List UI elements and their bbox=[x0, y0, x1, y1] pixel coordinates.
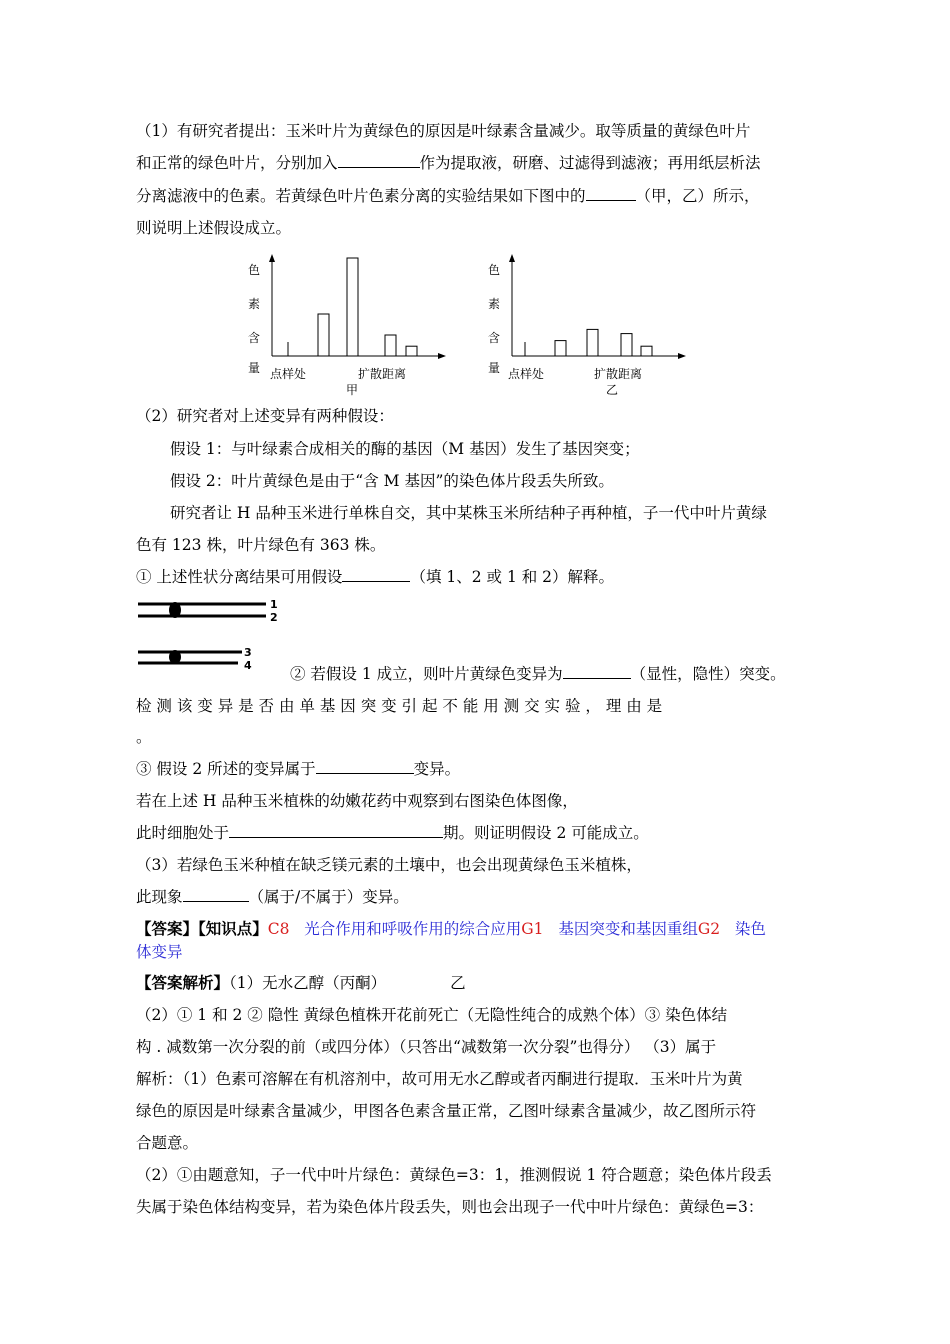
knowledge-point: 光合作用和呼吸作用的综合应用 bbox=[304, 920, 522, 938]
pigment-bar-5 bbox=[406, 346, 417, 356]
q3-line-2 bbox=[136, 886, 409, 908]
chromosome-svg bbox=[138, 592, 288, 676]
chart-caption: 甲 bbox=[346, 383, 359, 397]
q2-sub2-reason: 检 测 该 变 异 是 否 由 单 基 因 突 变 引 起 不 能 用 测 交 实 验 ， 理 由 是 bbox=[136, 697, 663, 715]
knowledge-code: G2 bbox=[697, 920, 721, 938]
chromosome-label: 4 bbox=[244, 659, 252, 672]
answer-analysis-line bbox=[136, 972, 466, 994]
y-label-char: 素 bbox=[488, 297, 501, 311]
hypothesis-1: 假设 1：与叶绿素合成相关的酶的基因（M 基因）发生了基因突变； bbox=[170, 440, 640, 458]
knowledge-point: 基因突变和基因重组 bbox=[558, 920, 698, 938]
q2-text: ③ 假设 2 所述的变异属于 bbox=[136, 760, 316, 778]
knowledge-point: 染色 bbox=[734, 920, 766, 938]
x-left-label: 点样处 bbox=[270, 367, 307, 381]
q2-sub2 bbox=[290, 663, 786, 685]
q3-line-1: （3）若绿色玉米种植在缺乏镁元素的土壤中，也会出现黄绿色玉米植株， bbox=[136, 856, 642, 874]
chromosome-figure bbox=[138, 592, 288, 680]
y-label-char: 量 bbox=[488, 361, 501, 375]
answer-blank-cell-period[interactable] bbox=[229, 822, 443, 838]
q3-text: 此现象 bbox=[136, 888, 183, 906]
experiment-line-1: 研究者让 H 品种玉米进行单株自交，其中某株玉米所结种子再种植，子一代中叶片黄绿 bbox=[170, 504, 767, 522]
q2-text: 此时细胞处于 bbox=[136, 824, 230, 842]
y-label-char: 色 bbox=[488, 263, 501, 277]
chart-jia-svg bbox=[240, 250, 460, 400]
centromere-2 bbox=[169, 650, 181, 664]
bars-yi bbox=[525, 329, 652, 356]
q3-text: （属于/不属于）变异。 bbox=[248, 888, 409, 906]
q2-text: 变异。 bbox=[413, 760, 461, 778]
q2-sub2-end: 。 bbox=[136, 728, 152, 746]
y-label-char: 含 bbox=[248, 331, 261, 345]
answer-text: 乙 bbox=[450, 974, 466, 992]
q1-text: （甲，乙）所示， bbox=[635, 187, 760, 205]
centromere-1 bbox=[169, 602, 181, 618]
q1-line-1: （1）有研究者提出：玉米叶片为黄绿色的原因是叶绿素含量减少。取等质量的黄绿色叶片 bbox=[136, 122, 751, 140]
hypothesis-2: 假设 2：叶片黄绿色是由于“含 M 基因”的染色体片段丢失所致。 bbox=[170, 472, 614, 490]
answer-knowledge-line bbox=[136, 918, 766, 940]
q1-text: 作为提取液，研磨、过滤得到滤液；再用纸层析法 bbox=[419, 154, 761, 172]
chart-yi bbox=[480, 250, 700, 404]
q2-text: ① 上述性状分离结果可用假设 bbox=[136, 568, 343, 586]
q1-line-3 bbox=[136, 185, 760, 207]
q2-text: （显性，隐性）突变。 bbox=[630, 665, 786, 683]
x-right-label: 扩散距离 bbox=[358, 367, 407, 381]
x-left-label: 点样处 bbox=[508, 367, 545, 381]
x-axis-arrow bbox=[438, 353, 446, 359]
pigment-bar-2 bbox=[318, 314, 329, 356]
answer-blank-belongs[interactable] bbox=[183, 886, 249, 902]
chart-yi-svg bbox=[480, 250, 700, 400]
explain-line-1: 解析：（1）色素可溶解在有机溶剂中，故可用无水乙醇或者丙酮进行提取．玉米叶片为黄 bbox=[136, 1070, 743, 1088]
chart-jia bbox=[240, 250, 460, 404]
q2-sub1 bbox=[136, 566, 614, 588]
q1-text: 分离滤液中的色素。若黄绿色叶片色素分离的实验结果如下图中的 bbox=[136, 187, 586, 205]
y-label-char: 量 bbox=[248, 361, 261, 375]
y-label-char: 素 bbox=[248, 297, 261, 311]
pigment-bar-4 bbox=[621, 334, 632, 356]
x-axis-arrow bbox=[678, 353, 686, 359]
explain-line-5: 失属于染色体结构变异，若为染色体片段丢失，则也会出现子一代中叶片绿色：黄绿色=3： bbox=[136, 1198, 764, 1216]
answer-blank-solvent[interactable] bbox=[338, 152, 420, 168]
knowledge-code: C8 bbox=[267, 920, 290, 938]
pigment-bar-5 bbox=[641, 346, 652, 356]
q2-intro: （2）研究者对上述变异有两种假设： bbox=[136, 407, 394, 425]
q2-text: ② 若假设 1 成立，则叶片黄绿色变异为 bbox=[290, 665, 563, 683]
bars-jia bbox=[288, 258, 417, 356]
y-label-char: 含 bbox=[488, 331, 501, 345]
answer-tag: 【答案解析】 bbox=[136, 973, 230, 992]
chromosome-label: 3 bbox=[244, 646, 252, 659]
chart-caption: 乙 bbox=[606, 383, 619, 397]
q2-text: 期。则证明假设 2 可能成立。 bbox=[443, 824, 649, 842]
pigment-bar-3 bbox=[587, 329, 598, 356]
q1-line-2 bbox=[136, 152, 761, 174]
answer-tag: 【答案】【知识点】 bbox=[136, 919, 268, 938]
knowledge-code: G1 bbox=[521, 920, 544, 938]
q1-line-4: 则说明上述假设成立。 bbox=[136, 219, 292, 237]
answer-text: （1）无水乙醇（丙酮） bbox=[229, 974, 387, 992]
experiment-line-2: 色有 123 株，叶片绿色有 363 株。 bbox=[136, 536, 386, 554]
answer-blank-dominance[interactable] bbox=[563, 663, 631, 679]
answer-knowledge-line-2: 体变异 bbox=[136, 943, 183, 961]
y-axis-arrow bbox=[269, 254, 275, 262]
explain-line-3: 合题意。 bbox=[136, 1134, 199, 1152]
y-axis-arrow bbox=[509, 254, 515, 262]
q2-sub3-period bbox=[136, 822, 649, 844]
answer-blank-hypothesis[interactable] bbox=[342, 566, 410, 582]
chromosome-label: 2 bbox=[270, 611, 278, 624]
chromosome-label: 1 bbox=[270, 598, 278, 611]
y-label-char: 色 bbox=[248, 263, 261, 277]
pigment-bar-4 bbox=[385, 335, 396, 356]
answer-blank-figure[interactable] bbox=[586, 185, 636, 201]
explain-line-4: （2）①由题意知，子一代中叶片绿色：黄绿色=3：1，推测假说 1 符合题意；染色体片段丢 bbox=[136, 1166, 772, 1184]
pigment-bar-3 bbox=[347, 258, 358, 356]
answer-line-2: （2）① 1 和 2 ② 隐性 黄绿色植株开花前死亡（无隐性纯合的成熟个体）③ 染色体结 bbox=[136, 1006, 728, 1024]
x-right-label: 扩散距离 bbox=[594, 367, 643, 381]
q2-sub3-observe: 若在上述 H 品种玉米植株的幼嫩花药中观察到右图染色体图像， bbox=[136, 792, 578, 810]
pigment-bar-2 bbox=[555, 341, 566, 356]
q2-sub3 bbox=[136, 758, 460, 780]
q2-text: （填 1、2 或 1 和 2）解释。 bbox=[410, 568, 615, 586]
answer-blank-variation-type[interactable] bbox=[316, 758, 414, 774]
q1-text: 和正常的绿色叶片，分别加入 bbox=[136, 154, 338, 172]
explain-line-2: 绿色的原因是叶绿素含量减少，甲图各色素含量正常，乙图叶绿素含量减少，故乙图所示符 bbox=[136, 1102, 757, 1120]
answer-line-3: 构 . 减数第一次分裂的前（或四分体）（只答出“减数第一次分裂”也得分） （3）属于 bbox=[136, 1038, 717, 1056]
